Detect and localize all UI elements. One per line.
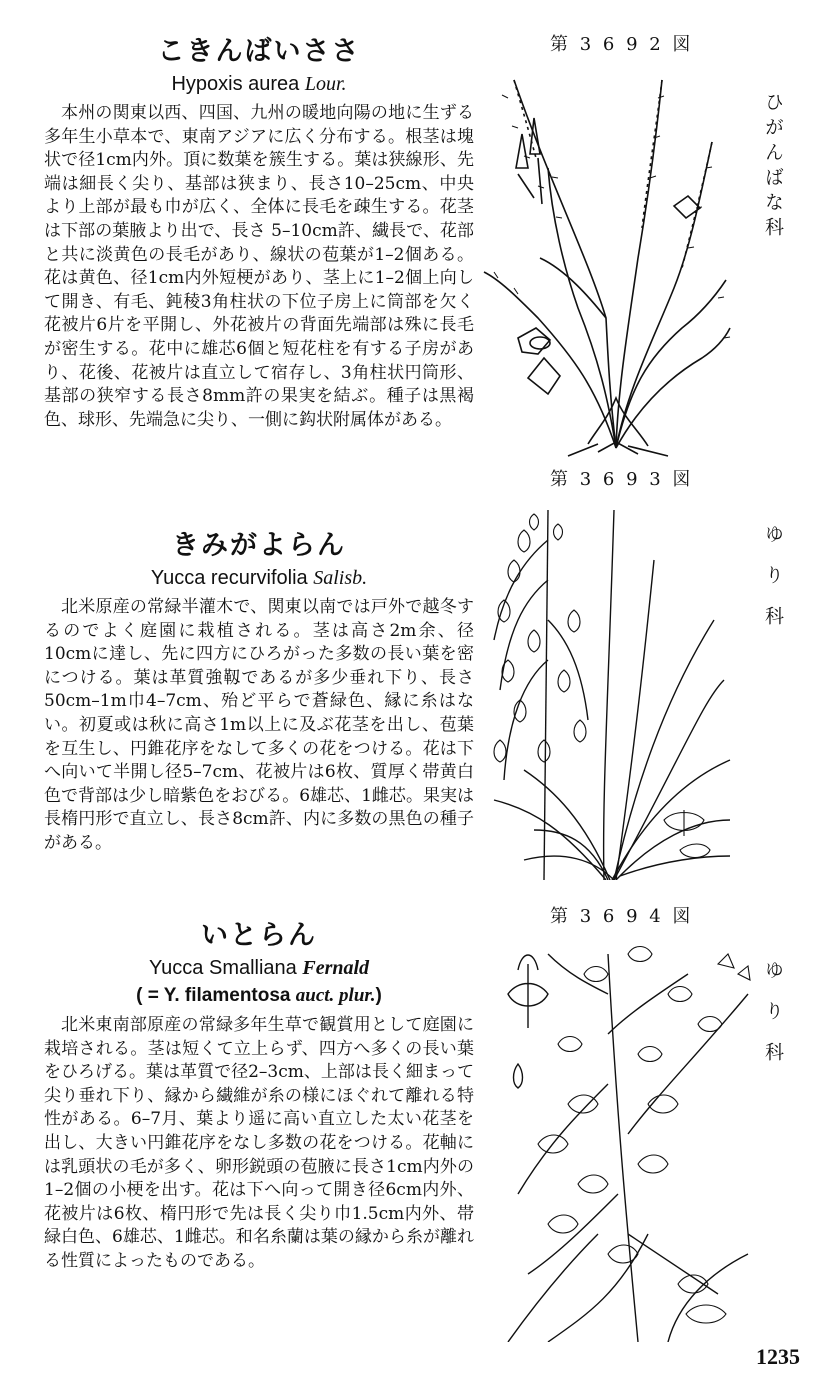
scientific-name: Hypoxis aurea Lour. xyxy=(171,73,347,95)
synonym: ( = Y. filamentosa auct. plur.) xyxy=(136,985,382,1006)
entry-kimigayoran xyxy=(44,528,474,856)
plant-illustration-hypoxis xyxy=(478,58,740,458)
entry-title: きみがよらん xyxy=(172,530,346,561)
family-label-amaryllidaceae: ひがんばな科 xyxy=(762,92,784,242)
scientific-name: Yucca recurvifolia Salisb. xyxy=(150,567,368,589)
family-label-liliaceae-1: ゆり科 xyxy=(762,524,784,647)
entry-description: 本州の関東以西、四国、九州の暖地向陽の地に生ずる多年生小草本で、東南アジアに広く分布する。根茎は塊状で径1cm内外。頂に数葉を簇生する。葉は狭線形、先端は細長く尖り、基部は狭まり、長さ10–25cm、中央より上部が最も巾が広く、全体に長毛を疎生する。花茎は下部の葉腋より出で、長さ 5–10cm許、繊長で、花部と共に淡黄色の長毛があり、線状の苞葉が1–2個ある。花は黄色、径1cm内外短梗があり、茎上に1–2個上向して開き、有毛、鈍稜3角柱状の下位子房上に筒部を欠く花被片6片を平開し、外花被片の背面先端部は殊に長毛が密生する。花中に雄芯6個と短花柱を有する子房があり、花後、花被片は直立して宿存し、3角柱状円筒形、基部の狭窄する長さ8mm許の果実を結ぶ。種子は黒褐色、球形、先端急に尖り、一側に鈎状附属体がある。 xyxy=(44,103,474,430)
figure-label-3692: 第 3 6 9 2 図 xyxy=(550,34,694,55)
scientific-name: Yucca Smalliana Fernald xyxy=(148,957,370,979)
entry-title: いとらん xyxy=(201,920,317,951)
entry-title: こきんばいささ xyxy=(157,36,361,67)
plant-illustration-yucca-recurvifolia xyxy=(484,500,732,880)
entry-kokinbaisasa xyxy=(44,34,474,432)
plant-illustration-yucca-smalliana xyxy=(488,934,758,1342)
entry-itoran xyxy=(44,918,474,1274)
page-number: 1235 xyxy=(756,1344,800,1369)
entry-description: 北米原産の常緑半灌木で、関東以南では戸外で越冬するのでよく庭園に栽植される。茎は高さ2m余、径10cmに達し、先に四方にひろがった多数の長い葉を密につける。葉は革質強靱であるが多少垂れ下り、長さ50cm–1m巾4–7cm、殆ど平らで蒼緑色、縁に糸はない。初夏或は秋に高さ1m以上に及ぶ花茎を出し、苞葉を互生し、円錐花序をなして多くの花をつける。花は下へ向いて半開し径5–7cm、花被片は6枚、質厚く帯黄白色で背部は少し暗紫色をおびる。6雄芯、1雌芯。果実は長楕円形で直立し、長さ8cm許、内に多数の黒色の種子がある。 xyxy=(44,597,474,853)
figure-label-3694: 第 3 6 9 4 図 xyxy=(550,906,694,927)
family-label-liliaceae-2: ゆり科 xyxy=(762,960,784,1083)
figure-label-3693: 第 3 6 9 3 図 xyxy=(550,469,694,490)
entry-description: 北米東南部原産の常緑多年生草で観賞用として庭園に栽培される。茎は短くて立上らず、四方へ多くの長い葉をひろげる。葉は革質で径2–3cm、上部は長く細まって尖り垂れ下り、縁から繊維が糸の様にほぐれて離れる特性がある。6–7月、葉より遥に高い直立した太い花茎を出し、大きい円錐花序をなし多数の花をつける。花軸には乳頭状の毛が多く、卵形鋭頭の苞腋に長さ1cm内外の1–2個の小梗を出す。花は下へ向って開き径6cm内外、花被片は6枚、楕円形で先は長く尖り巾1.5cm内外、帯緑白色、6雄芯、1雌芯。和名糸蘭は葉の縁から糸が離れる性質によったものである。 xyxy=(44,1015,474,1271)
